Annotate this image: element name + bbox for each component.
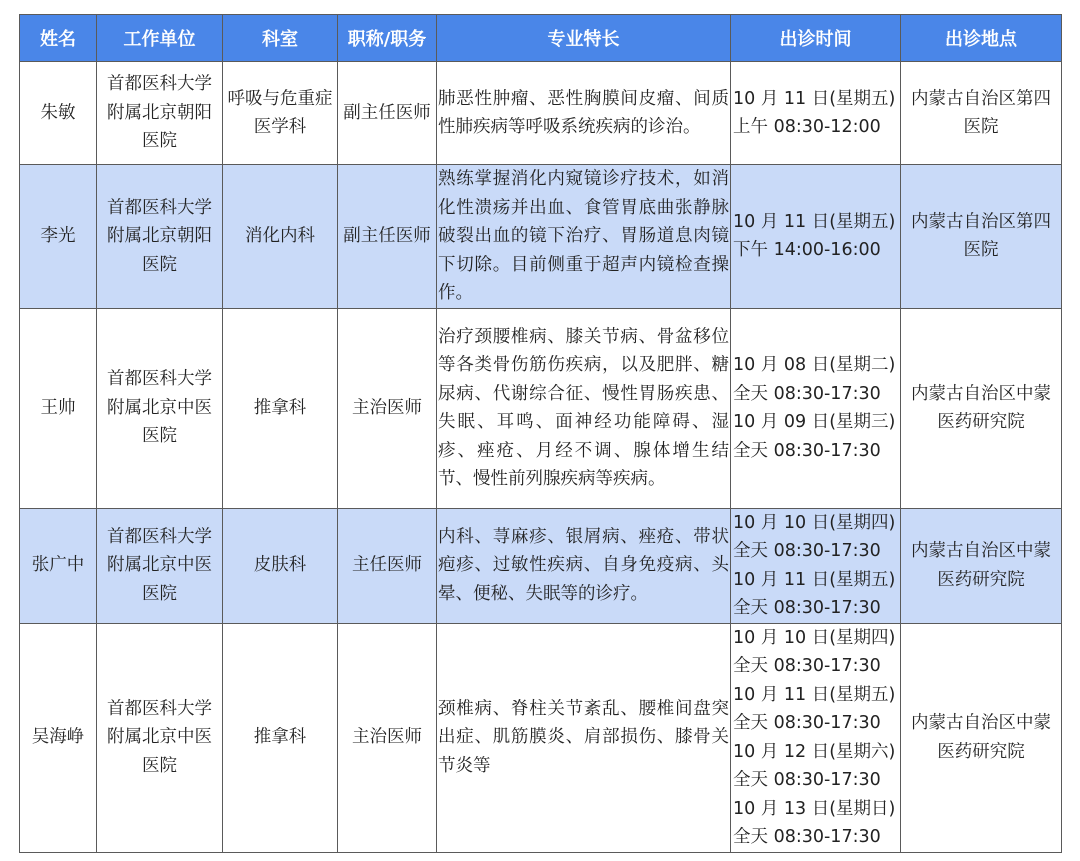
specialty: 熟练掌握消化内窥镜诊疗技术，如消化性溃疡并出血、食管胃底曲张静脉破裂出血的镜下治疗、胃肠道息肉镜下切除。目前侧重于超声内镜检查操作。 <box>437 165 731 309</box>
work-unit: 首都医科大学 附属北京中医 医院 <box>97 308 223 508</box>
doctor-name: 李光 <box>20 165 97 309</box>
table-row <box>20 62 1062 165</box>
header-unit: 工作单位 <box>97 15 223 62</box>
work-unit: 首都医科大学 附属北京朝阳 医院 <box>97 165 223 309</box>
header-location: 出诊地点 <box>901 15 1062 62</box>
work-unit: 首都医科大学 附属北京朝阳 医院 <box>97 62 223 165</box>
department: 呼吸与危重症 医学科 <box>223 62 338 165</box>
job-title: 主治医师 <box>338 623 437 852</box>
clinic-time: 10 月 08 日(星期二) 全天 08:30-17:30 10 月 09 日(星期三) 全天 08:30-17:30 <box>731 308 901 508</box>
header-specialty: 专业特长 <box>437 15 731 62</box>
table-row <box>20 165 1062 309</box>
job-title: 副主任医师 <box>338 62 437 165</box>
header-row <box>20 15 1062 62</box>
specialty: 颈椎病、脊柱关节紊乱、腰椎间盘突出症、肌筋膜炎、肩部损伤、膝骨关节炎等 <box>437 623 731 852</box>
doctor-schedule-table <box>19 14 1062 853</box>
table-row <box>20 308 1062 508</box>
job-title: 主治医师 <box>338 308 437 508</box>
clinic-time: 10 月 10 日(星期四) 全天 08:30-17:30 10 月 11 日(星期五) 全天 08:30-17:30 <box>731 508 901 623</box>
department: 推拿科 <box>223 308 338 508</box>
doctor-name: 张广中 <box>20 508 97 623</box>
header-name: 姓名 <box>20 15 97 62</box>
clinic-location: 内蒙古自治区中蒙 医药研究院 <box>901 308 1062 508</box>
clinic-location: 内蒙古自治区第四 医院 <box>901 62 1062 165</box>
clinic-location: 内蒙古自治区中蒙 医药研究院 <box>901 623 1062 852</box>
header-title: 职称/职务 <box>338 15 437 62</box>
work-unit: 首都医科大学 附属北京中医 医院 <box>97 508 223 623</box>
header-department: 科室 <box>223 15 338 62</box>
job-title: 副主任医师 <box>338 165 437 309</box>
clinic-time: 10 月 11 日(星期五) 下午 14:00-16:00 <box>731 165 901 309</box>
clinic-location: 内蒙古自治区第四 医院 <box>901 165 1062 309</box>
department: 消化内科 <box>223 165 338 309</box>
table-row <box>20 508 1062 623</box>
doctor-name: 王帅 <box>20 308 97 508</box>
work-unit: 首都医科大学 附属北京中医 医院 <box>97 623 223 852</box>
job-title: 主任医师 <box>338 508 437 623</box>
department: 推拿科 <box>223 623 338 852</box>
specialty: 内科、荨麻疹、银屑病、痤疮、带状疱疹、过敏性疾病、自身免疫病、头晕、便秘、失眠等的诊疗。 <box>437 508 731 623</box>
table-row <box>20 623 1062 852</box>
department: 皮肤科 <box>223 508 338 623</box>
header-schedule: 出诊时间 <box>731 15 901 62</box>
clinic-time: 10 月 11 日(星期五) 上午 08:30-12:00 <box>731 62 901 165</box>
specialty: 治疗颈腰椎病、膝关节病、骨盆移位等各类骨伤筋伤疾病，以及肥胖、糖尿病、代谢综合征、慢性胃肠疾患、失眠、耳鸣、面神经功能障碍、湿疹、痤疮、月经不调、腺体增生结节、慢性前列腺疾病等疾病。 <box>437 308 731 508</box>
clinic-time: 10 月 10 日(星期四) 全天 08:30-17:30 10 月 11 日(星期五) 全天 08:30-17:30 10 月 12 日(星期六) 全天 08:30-17:30 10 月 13 日(星期日) 全天 08:30-17:30 <box>731 623 901 852</box>
clinic-location: 内蒙古自治区中蒙 医药研究院 <box>901 508 1062 623</box>
specialty: 肺恶性肿瘤、恶性胸膜间皮瘤、间质性肺疾病等呼吸系统疾病的诊治。 <box>437 62 731 165</box>
doctor-name: 吴海峥 <box>20 623 97 852</box>
doctor-name: 朱敏 <box>20 62 97 165</box>
